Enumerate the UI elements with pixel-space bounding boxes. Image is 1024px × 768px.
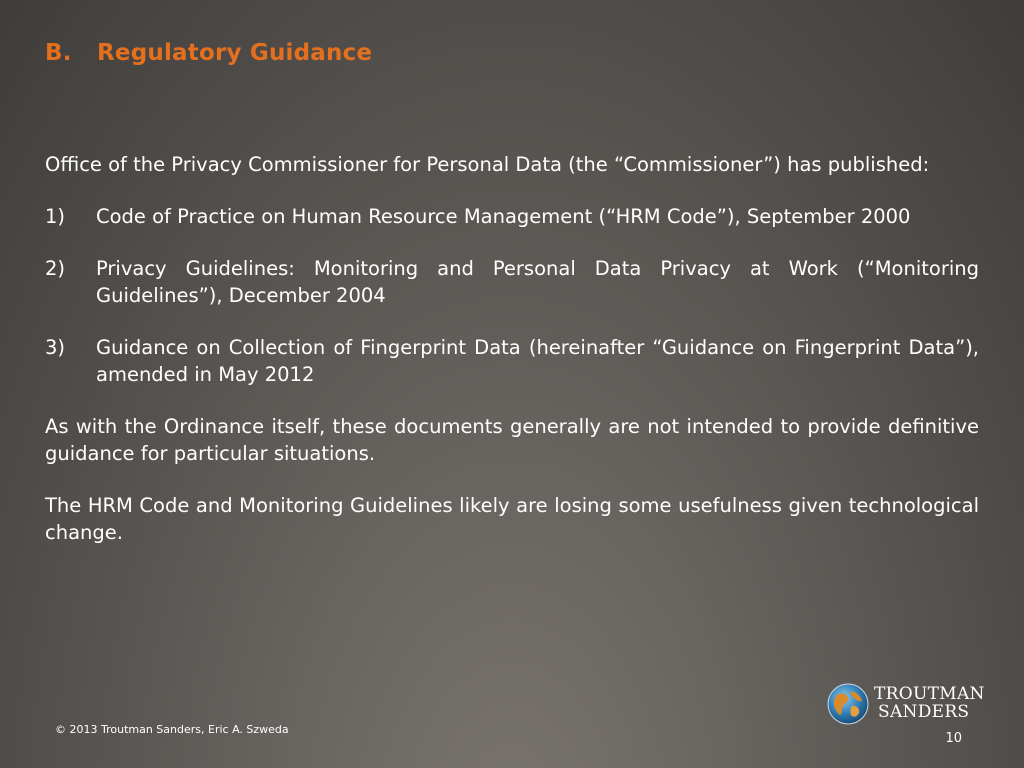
list-item bbox=[45, 255, 979, 309]
ordinance-paragraph: As with the Ordinance itself, these documents generally are not intended to provide definitive guidance for particular situations. bbox=[45, 415, 979, 465]
logo-line-1: TROUTMAN bbox=[874, 684, 985, 704]
list-item-number: 2) bbox=[45, 257, 66, 280]
troutman-sanders-logo bbox=[826, 680, 986, 736]
list-item bbox=[45, 203, 979, 230]
page-number: 10 bbox=[945, 731, 962, 746]
list-item-text: Code of Practice on Human Resource Management (“HRM Code”), September 2000 bbox=[96, 205, 911, 228]
intro-paragraph: Office of the Privacy Commissioner for Personal Data (the “Commissioner”) has published: bbox=[45, 153, 930, 176]
title-text: Regulatory Guidance bbox=[97, 40, 373, 66]
slide-title bbox=[45, 40, 372, 66]
list-item bbox=[45, 334, 979, 388]
slide-body bbox=[45, 151, 979, 571]
copyright-notice: © 2013 Troutman Sanders, Eric A. Szweda bbox=[55, 723, 289, 736]
conclusion-paragraph: The HRM Code and Monitoring Guidelines likely are losing some usefulness given technological change. bbox=[45, 494, 979, 544]
list-item-number: 1) bbox=[45, 205, 66, 228]
logo-line-2: SANDERS bbox=[878, 702, 970, 722]
list-item-text: Guidance on Collection of Fingerprint Data (hereinafter “Guidance on Fingerprint Data”), amended in May 2012 bbox=[96, 336, 979, 386]
list-item-text: Privacy Guidelines: Monitoring and Personal Data Privacy at Work (“Monitoring Guidelines”), December 2004 bbox=[96, 257, 979, 307]
title-letter: B. bbox=[45, 40, 72, 66]
globe-icon bbox=[826, 682, 870, 726]
list-item-number: 3) bbox=[45, 336, 66, 359]
